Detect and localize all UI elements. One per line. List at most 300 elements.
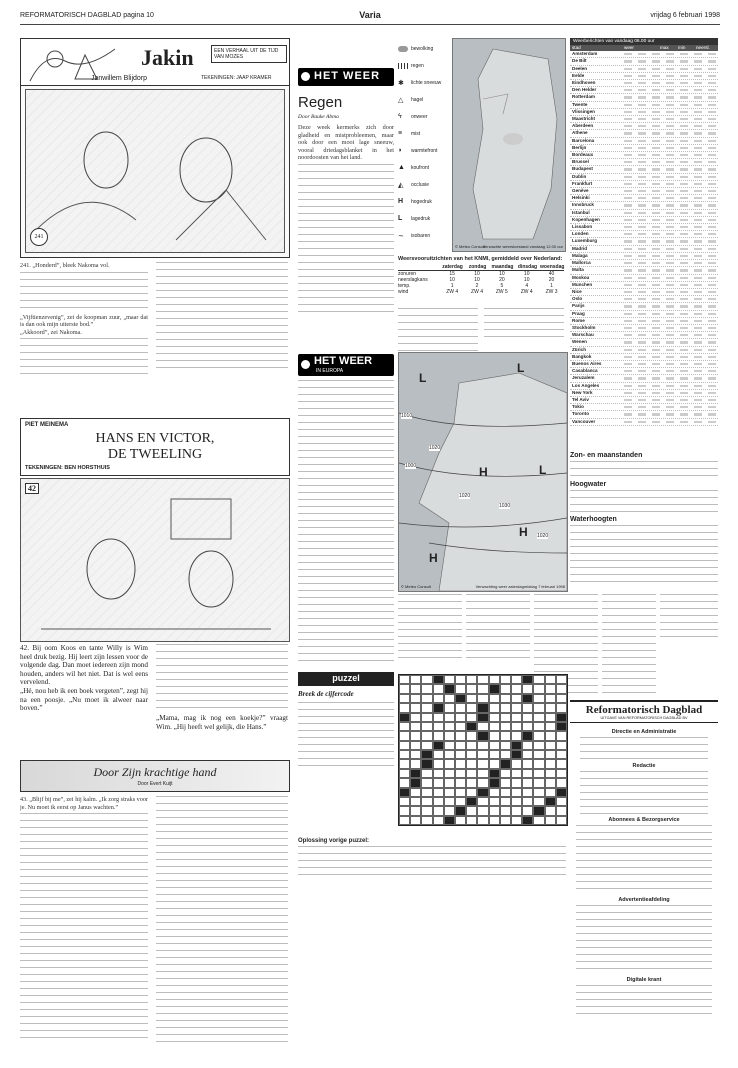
puzzle-cell[interactable] [511,797,522,806]
puzzle-cell[interactable] [477,788,488,797]
puzzle-cell[interactable] [500,703,511,712]
puzzle-cell[interactable] [500,731,511,740]
puzzle-cell[interactable] [455,806,466,815]
puzzle-cell[interactable] [500,713,511,722]
puzzle-cell[interactable] [399,778,410,787]
story-text-col2 [156,796,288,1046]
puzzle-cell[interactable] [489,797,500,806]
puzzle-cell[interactable] [522,750,533,759]
puzzle-cell[interactable] [433,816,444,825]
puzzle-cell[interactable] [477,722,488,731]
puzzle-cell[interactable] [511,816,522,825]
puzzle-cell[interactable] [466,741,477,750]
puzzle-cell[interactable] [433,731,444,740]
puzzle-banner [298,672,394,686]
puzzle-cell[interactable] [421,684,432,693]
puzzle-cell[interactable] [511,741,522,750]
puzzle-cell[interactable] [433,797,444,806]
puzzle-cell[interactable] [545,713,556,722]
city-row [570,289,718,296]
puzzle-cell[interactable] [489,788,500,797]
puzzle-cell[interactable] [511,684,522,693]
puzzle-cell[interactable] [466,759,477,768]
puzzle-cell[interactable] [500,778,511,787]
puzzle-cell[interactable] [477,816,488,825]
puzzle-cell[interactable] [545,759,556,768]
forecast-row-label: zonuren [398,271,417,277]
puzzle-cell[interactable] [466,675,477,684]
puzzle-cell[interactable] [444,675,455,684]
city-row [570,397,718,404]
puzzle-cell[interactable] [545,816,556,825]
puzzle-cell[interactable] [489,713,500,722]
forecast-cell: 20 [548,277,555,283]
puzzle-cell[interactable] [410,722,421,731]
puzzle-cell[interactable] [433,684,444,693]
puzzle-cell[interactable] [444,741,455,750]
puzzle-cell[interactable] [511,713,522,722]
puzzle-cell[interactable] [556,816,567,825]
puzzle-cell[interactable] [466,684,477,693]
puzzle-cell[interactable] [477,703,488,712]
hans-panel-number: 42 [25,483,39,494]
puzzle-cell[interactable] [522,797,533,806]
masthead-digitale: Digitale krant [626,977,662,983]
puzzle-cell[interactable] [522,713,533,722]
puzzle-cell[interactable] [455,741,466,750]
forecast-title: Weersvooruitzichten van het KNMI, gemiddeld over Nederland: [398,256,563,262]
puzzle-cell[interactable] [433,778,444,787]
city-values [624,413,718,415]
puzzle-cell[interactable] [444,797,455,806]
puzzle-cell[interactable] [455,797,466,806]
puzzle-cell[interactable] [533,684,544,693]
puzzle-cell[interactable] [489,769,500,778]
puzzle-cell[interactable] [444,694,455,703]
puzzle-cell[interactable] [455,769,466,778]
puzzle-cell[interactable] [511,788,522,797]
puzzle-cell[interactable] [522,759,533,768]
city-name: Tel Aviv [572,396,589,402]
puzzle-cell[interactable] [522,731,533,740]
puzzle-cell[interactable] [455,816,466,825]
puzzle-cell[interactable] [489,731,500,740]
puzzle-cell[interactable] [489,703,500,712]
puzzle-cell[interactable] [522,788,533,797]
puzzle-cell[interactable] [511,703,522,712]
puzzle-cell[interactable] [421,675,432,684]
jakin-comic [20,38,290,258]
puzzle-cell[interactable] [556,722,567,731]
puzzle-cell[interactable] [421,741,432,750]
puzzle-cell[interactable] [556,713,567,722]
puzzle-cell[interactable] [410,778,421,787]
puzzle-cell[interactable] [421,759,432,768]
puzzle-cell[interactable] [433,759,444,768]
puzzle-cell[interactable] [399,694,410,703]
puzzle-cell[interactable] [455,722,466,731]
puzzle-cell[interactable] [489,816,500,825]
jakin-artist: TEKENINGEN: JAAP KRAMER [201,75,272,81]
puzzle-cell[interactable] [466,731,477,740]
puzzle-cell[interactable] [410,703,421,712]
city-values [624,183,718,185]
puzzle-cell[interactable] [399,713,410,722]
puzzle-cell[interactable] [533,797,544,806]
puzzle-cell[interactable] [556,759,567,768]
city-values [624,421,718,423]
puzzle-cell[interactable] [489,722,500,731]
puzzle-cell[interactable] [533,703,544,712]
puzzle-cell[interactable] [466,806,477,815]
puzzle-cell[interactable] [421,750,432,759]
puzzle-cell[interactable] [500,694,511,703]
world-weather-table [570,38,718,448]
jakin-text-lines-a [20,272,148,312]
puzzle-cell[interactable] [477,769,488,778]
city-name: Budapest [572,166,593,172]
puzzle-cell[interactable] [444,684,455,693]
puzzle-cell[interactable] [477,750,488,759]
puzzle-cell[interactable] [522,703,533,712]
puzzle-cell[interactable] [522,722,533,731]
puzzle-cell[interactable] [466,788,477,797]
city-values [624,60,718,62]
puzzle-cell[interactable] [455,684,466,693]
puzzle-cell[interactable] [399,816,410,825]
isobar-label: 1000 [405,463,417,469]
puzzle-cell[interactable] [433,694,444,703]
puzzle-cell[interactable] [421,816,432,825]
waterhoogten-title: Waterhoogten [570,516,617,523]
netherlands-map-drawing [453,39,565,251]
puzzle-cell[interactable] [421,731,432,740]
city-row [570,354,718,361]
puzzle-cell[interactable] [556,703,567,712]
puzzle-cell[interactable] [545,806,556,815]
city-values [624,305,718,307]
puzzle-cell[interactable] [399,741,410,750]
puzzle-cell[interactable] [489,806,500,815]
puzzle-cell[interactable] [477,759,488,768]
jakin-text-col1 [20,262,148,412]
puzzle-cell[interactable] [522,806,533,815]
puzzle-cell[interactable] [410,741,421,750]
puzzle-cell[interactable] [477,778,488,787]
jakin-title: Jakin [141,45,194,70]
puzzle-cell[interactable] [455,675,466,684]
puzzle-cell[interactable] [421,769,432,778]
puzzle-cell[interactable] [511,694,522,703]
puzzle-cell[interactable] [455,703,466,712]
masthead-lines-2 [580,771,708,815]
puzzle-cell[interactable] [545,788,556,797]
puzzle-cell[interactable] [522,816,533,825]
puzzle-cell[interactable] [533,769,544,778]
puzzle-cell[interactable] [533,741,544,750]
puzzle-cell[interactable] [421,778,432,787]
jakin-text-lines-b [20,338,148,374]
header-section: Varia [359,10,381,20]
puzzle-cell[interactable] [533,759,544,768]
puzzle-cell[interactable] [477,741,488,750]
puzzle-cell[interactable] [410,731,421,740]
puzzle-cell[interactable] [477,684,488,693]
puzzle-cell[interactable] [511,675,522,684]
puzzle-cell[interactable] [511,778,522,787]
puzzle-cell[interactable] [455,713,466,722]
puzzle-cell[interactable] [511,769,522,778]
city-row [570,375,718,382]
puzzle-cell[interactable] [545,694,556,703]
puzzle-cell[interactable] [489,778,500,787]
puzzle-cell[interactable] [433,722,444,731]
puzzle-cell[interactable] [410,816,421,825]
puzzle-cell[interactable] [511,750,522,759]
puzzle-cell[interactable] [399,750,410,759]
puzzle-cell[interactable] [444,778,455,787]
forecast-cell: 1 [450,283,454,289]
puzzle-cell[interactable] [433,703,444,712]
puzzle-cell[interactable] [533,694,544,703]
weather-bottom-col4 [602,594,656,694]
puzzle-cell[interactable] [477,675,488,684]
puzzle-cell[interactable] [399,806,410,815]
puzzle-cell[interactable] [433,741,444,750]
city-row [570,361,718,368]
city-row [570,224,718,231]
puzzle-cell[interactable] [444,713,455,722]
puzzle-cell[interactable] [433,675,444,684]
puzzle-cell[interactable] [455,788,466,797]
puzzle-cell[interactable] [500,816,511,825]
puzzle-cell[interactable] [433,806,444,815]
city-row [570,202,718,209]
puzzle-cell[interactable] [556,797,567,806]
puzzle-cell[interactable] [466,778,477,787]
puzzle-cell[interactable] [399,731,410,740]
city-values [624,327,718,329]
puzzle-cell[interactable] [556,806,567,815]
puzzle-cell[interactable] [433,713,444,722]
puzzle-cell[interactable] [421,713,432,722]
puzzle-cell[interactable] [500,741,511,750]
puzzle-cell[interactable] [444,703,455,712]
puzzle-cell[interactable] [533,778,544,787]
puzzle-cell[interactable] [466,750,477,759]
weather-bottom-col2 [466,594,530,658]
jakin-panel-drawing [26,90,284,252]
puzzle-cell[interactable] [421,703,432,712]
puzzle-cell[interactable] [500,675,511,684]
puzzle-cell[interactable] [522,769,533,778]
puzzle-cell[interactable] [522,684,533,693]
puzzle-cell[interactable] [489,684,500,693]
forecast-cell: ZW 4 [471,289,483,295]
knmi-forecast [398,256,564,306]
puzzle-cell[interactable] [511,806,522,815]
city-values [624,82,718,84]
puzzle-cell[interactable] [533,816,544,825]
puzzle-cell[interactable] [500,806,511,815]
puzzle-cell[interactable] [511,722,522,731]
city-name: Barcelona [572,137,595,143]
story-author: Door Evert Kuijt [137,781,173,787]
city-values [624,176,718,178]
puzzle-cell[interactable] [466,797,477,806]
puzzle-cell[interactable] [399,684,410,693]
puzzle-cell[interactable] [455,694,466,703]
puzzle-cell[interactable] [556,731,567,740]
puzzle-cell[interactable] [477,797,488,806]
puzzle-cell[interactable] [500,759,511,768]
forecast-cell: 2 [475,283,479,289]
puzzle-cell[interactable] [444,788,455,797]
puzzle-cell[interactable] [444,816,455,825]
puzzle-cell[interactable] [410,797,421,806]
puzzle-cell[interactable] [399,769,410,778]
puzzle-cell[interactable] [545,684,556,693]
puzzle-cell[interactable] [466,703,477,712]
puzzle-cell[interactable] [489,759,500,768]
hans-text-intro: 42. Bij oom Koos en tante Willy is Wim heel druk bezig. Hij leert zijn lessen voor de volgende dag. Dan moet iedereen zijn mond houden, anders wil het niet. Dat is wel eens vervelend. [20,644,148,687]
puzzle-cell[interactable] [399,788,410,797]
city-values [624,104,718,106]
puzzle-cell[interactable] [545,703,556,712]
puzzle-cell[interactable] [444,731,455,740]
city-row [570,66,718,73]
puzzle-cell[interactable] [455,759,466,768]
puzzle-cell[interactable] [477,731,488,740]
puzzle-cell[interactable] [399,759,410,768]
puzzle-cell[interactable] [522,694,533,703]
forecast-cell: ZW 5 [495,289,508,295]
story-text-col1 [20,796,148,1046]
puzzle-cell[interactable] [545,722,556,731]
city-values [624,168,718,170]
puzzle-cell[interactable] [556,694,567,703]
puzzle-cell[interactable] [444,722,455,731]
puzzle-cell[interactable] [500,797,511,806]
city-name: Bordeaux [572,152,594,158]
puzzle-cell[interactable] [444,750,455,759]
puzzle-cell[interactable] [444,769,455,778]
puzzle-cell[interactable] [410,769,421,778]
puzzle-cell[interactable] [421,694,432,703]
city-row [570,404,718,411]
puzzle-cell[interactable] [556,750,567,759]
puzzle-cell[interactable] [489,675,500,684]
puzzle-cell[interactable] [545,797,556,806]
puzzle-cell[interactable] [466,722,477,731]
puzzle-cell[interactable] [533,750,544,759]
puzzle-cell[interactable] [433,788,444,797]
puzzle-cell[interactable] [477,694,488,703]
puzzle-cell[interactable] [556,769,567,778]
puzzle-cell[interactable] [500,722,511,731]
puzzle-cell[interactable] [433,750,444,759]
puzzle-cell[interactable] [455,731,466,740]
puzzle-cell[interactable] [455,778,466,787]
puzzle-cell[interactable] [489,750,500,759]
city-name: Vancouver [572,418,596,424]
puzzle-cell[interactable] [455,750,466,759]
puzzle-cell[interactable] [477,806,488,815]
puzzle-cell[interactable] [556,675,567,684]
masthead-s3: Abonnees & Bezorgservice [608,817,680,823]
puzzle-cell[interactable] [545,741,556,750]
map-caption: Verwachte weerstoestand vandaag 12.00 uur [482,244,563,249]
puzzle-cell[interactable] [399,797,410,806]
puzzle-cell[interactable] [410,684,421,693]
puzzle-cell[interactable] [533,713,544,722]
forecast-cell: ZW 3 [545,289,558,295]
puzzle-cell[interactable] [545,675,556,684]
puzzle-cell[interactable] [556,741,567,750]
puzzle-cell[interactable] [556,684,567,693]
puzzle-cell[interactable] [545,731,556,740]
puzzle-cell[interactable] [399,675,410,684]
puzzle-cell[interactable] [421,788,432,797]
puzzle-cell[interactable] [466,816,477,825]
puzzle-cell[interactable] [489,694,500,703]
puzzle-cell[interactable] [466,694,477,703]
puzzle-cell[interactable] [410,788,421,797]
puzzle-cell[interactable] [466,713,477,722]
puzzle-cell[interactable] [533,722,544,731]
puzzle-cell[interactable] [533,675,544,684]
puzzle-cell[interactable] [500,684,511,693]
puzzle-grid[interactable] [398,674,568,826]
puzzle-cell[interactable] [410,694,421,703]
puzzle-cell[interactable] [545,750,556,759]
puzzle-cell[interactable] [421,797,432,806]
puzzle-cell[interactable] [500,769,511,778]
puzzle-cell[interactable] [410,713,421,722]
puzzle-cell[interactable] [533,806,544,815]
puzzle-cell[interactable] [511,759,522,768]
forecast-cell: ZW 4 [446,289,459,295]
puzzle-cell[interactable] [533,788,544,797]
puzzle-cell[interactable] [556,788,567,797]
puzzle-cell[interactable] [410,675,421,684]
puzzle-cell[interactable] [399,722,410,731]
puzzle-cell[interactable] [421,722,432,731]
puzzle-cell[interactable] [511,731,522,740]
puzzle-cell[interactable] [545,769,556,778]
puzzle-cell[interactable] [410,806,421,815]
puzzle-cell[interactable] [444,759,455,768]
puzzle-cell[interactable] [533,731,544,740]
puzzle-cell[interactable] [556,778,567,787]
puzzle-cell[interactable] [466,769,477,778]
puzzle-cell[interactable] [444,806,455,815]
puzzle-cell[interactable] [421,806,432,815]
puzzle-cell[interactable] [500,788,511,797]
puzzle-cell[interactable] [522,741,533,750]
puzzle-cell[interactable] [410,759,421,768]
legend-label: regen [411,62,424,69]
puzzle-cell[interactable] [522,778,533,787]
puzzle-cell[interactable] [545,778,556,787]
puzzle-cell[interactable] [522,675,533,684]
puzzle-cell[interactable] [500,750,511,759]
puzzle-cell[interactable] [410,750,421,759]
puzzle-cell[interactable] [477,713,488,722]
puzzle-cell[interactable] [399,703,410,712]
puzzle-cell[interactable] [489,741,500,750]
puzzle-cell[interactable] [433,769,444,778]
